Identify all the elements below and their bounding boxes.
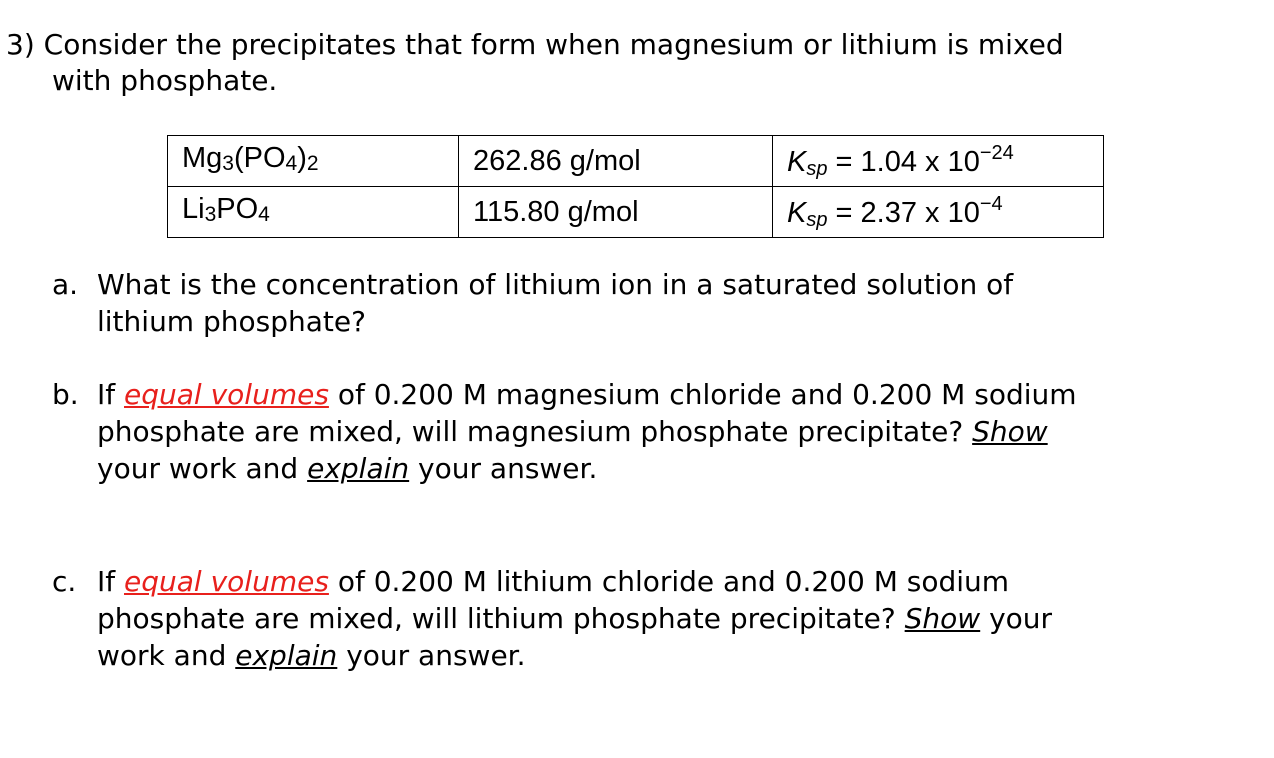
ksp-cell [773, 187, 1104, 238]
part-c-line1 [97, 564, 1009, 600]
ksp-cell [773, 136, 1104, 187]
ksp-subscript: sp [806, 158, 828, 180]
formula-group: (PO [233, 142, 286, 174]
ksp-subscript: sp [806, 209, 828, 231]
ksp-letter: K [787, 197, 807, 229]
part-c-line2 [97, 601, 1052, 637]
formula-subscript: 3 [204, 203, 217, 226]
ksp-exponent: −24 [979, 142, 1014, 164]
part-b-line1 [97, 377, 1077, 413]
question-number: 3) [6, 28, 35, 61]
molar-mass-cell: 115.80 g/mol [459, 187, 773, 238]
table-row [168, 136, 1104, 187]
ksp-value: = 1.04 x 10 [827, 146, 980, 178]
question-number-line [6, 27, 1064, 63]
formula-element: Li [182, 193, 205, 225]
part-b-text: If [97, 378, 125, 411]
part-b-letter: b. [52, 378, 79, 411]
formula-cell [168, 187, 459, 238]
table-row [168, 187, 1104, 238]
ksp-symbol [787, 146, 827, 178]
part-b-line2 [97, 414, 1048, 450]
part-b-text: your answer. [409, 452, 598, 485]
question-text-line2: with phosphate. [52, 64, 278, 97]
part-c-text: phosphate are mixed, will lithium phosphate precipitate? [97, 602, 905, 635]
molar-mass-cell: 262.86 g/mol [459, 136, 773, 187]
formula-subscript: 4 [285, 152, 298, 175]
part-a-letter: a. [52, 268, 79, 301]
part-c-text: If [97, 565, 125, 598]
ksp-exponent: −4 [979, 193, 1003, 215]
part-c-letter: c. [52, 565, 77, 598]
formula-subscript: 3 [222, 152, 234, 175]
part-c-text: work and [97, 639, 236, 672]
formula-group: PO [216, 193, 259, 225]
part-b-emphasis-equal-volumes: equal volumes [124, 378, 329, 411]
part-c-text: your answer. [337, 639, 526, 672]
part-c-emphasis-equal-volumes: equal volumes [124, 565, 329, 598]
ksp-letter: K [787, 146, 807, 178]
ksp-symbol [787, 197, 827, 229]
part-c-emphasis-explain: explain [235, 639, 338, 672]
part-b-emphasis-show: Show [972, 415, 1048, 448]
part-c-text: of 0.200 M lithium chloride and 0.200 M sodium [328, 565, 1010, 598]
part-b-line3 [97, 451, 597, 487]
part-b-text: of 0.200 M magnesium chloride and 0.200 M sodium [328, 378, 1077, 411]
part-c-line3 [97, 638, 526, 674]
formula-subscript: 4 [258, 203, 270, 226]
part-b-text: phosphate are mixed, will magnesium phosphate precipitate? [97, 415, 973, 448]
part-c-emphasis-show: Show [904, 602, 981, 635]
part-c-text: your [980, 602, 1053, 635]
formula-paren: ) [297, 142, 307, 174]
ksp-value: = 2.37 x 10 [827, 197, 980, 229]
question-text-line1: Consider the precipitates that form when magnesium or lithium is mixed [43, 28, 1064, 61]
formula-cell [168, 136, 459, 187]
part-b-text: your work and [97, 452, 308, 485]
compound-data-table [167, 135, 1104, 238]
formula-subscript: 2 [306, 152, 319, 175]
part-a-line1: What is the concentration of lithium ion in a saturated solution of [97, 268, 1014, 301]
part-b-emphasis-explain: explain [307, 452, 410, 485]
formula-element: Mg [182, 142, 223, 174]
part-a-line2: lithium phosphate? [97, 305, 366, 338]
